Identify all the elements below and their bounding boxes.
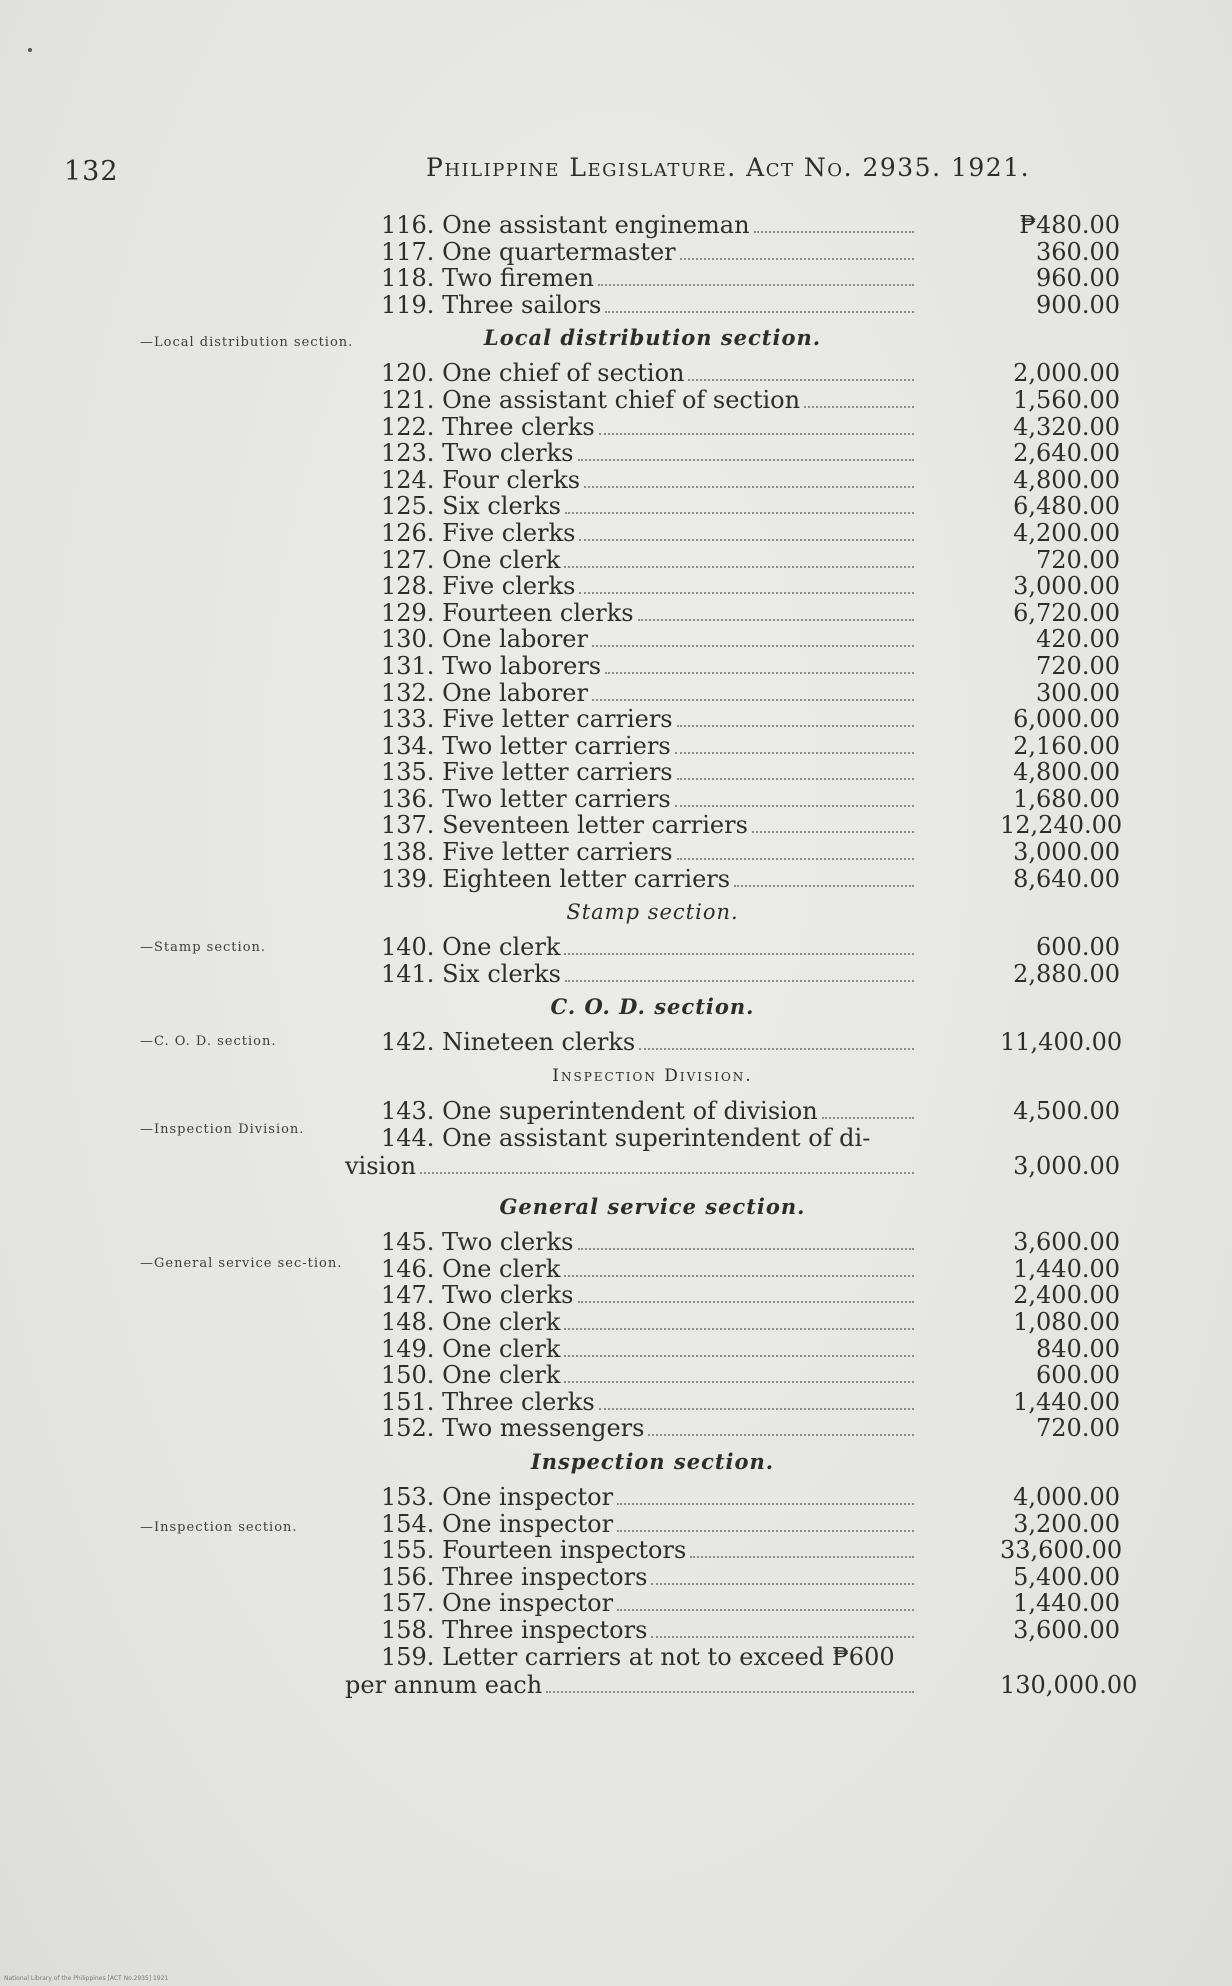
dot-leader bbox=[564, 1380, 914, 1383]
line-item-label: 126. Five clerks bbox=[381, 518, 576, 547]
dot-leader bbox=[599, 432, 914, 435]
line-item-label: 117. One quartermaster bbox=[381, 237, 676, 266]
sidenote-inspection-division: —Inspection Division. bbox=[140, 1122, 305, 1137]
line-item-amount: 720.00 bbox=[1036, 545, 1120, 574]
line-item-amount: 2,000.00 bbox=[1013, 359, 1120, 388]
line-item bbox=[345, 680, 1120, 707]
line-item bbox=[345, 493, 1120, 520]
line-item-label: 140. One clerk bbox=[381, 933, 561, 962]
line-item bbox=[345, 467, 1120, 494]
line-item-label: 153. One inspector bbox=[381, 1482, 614, 1511]
line-item-amount: 4,800.00 bbox=[1013, 758, 1120, 787]
line-item-label: 147. Two clerks bbox=[381, 1281, 574, 1310]
line-item bbox=[345, 292, 1120, 319]
dot-leader bbox=[688, 378, 914, 381]
dot-leader bbox=[680, 257, 914, 260]
section-heading: Inspection Division. bbox=[552, 1066, 753, 1087]
line-item bbox=[345, 212, 1120, 239]
line-item-label: 130. One laborer bbox=[381, 625, 588, 654]
dot-leader bbox=[804, 405, 914, 408]
dot-leader bbox=[675, 751, 914, 754]
line-item-label: 137. Seventeen letter carriers bbox=[381, 811, 748, 840]
line-item bbox=[345, 866, 1120, 893]
dot-leader bbox=[675, 804, 914, 807]
dot-leader bbox=[822, 1116, 914, 1119]
line-item-label: 119. Three sailors bbox=[381, 290, 602, 319]
line-item bbox=[345, 547, 1120, 574]
line-item-label: 118. Two firemen bbox=[381, 264, 594, 293]
line-item bbox=[345, 1484, 1120, 1511]
line-item-label: 136. Two letter carriers bbox=[381, 784, 671, 813]
line-item-amount: 3,600.00 bbox=[1013, 1228, 1120, 1257]
wrapped-line-item-first: 144. One assistant superintendent of di- bbox=[381, 1123, 871, 1152]
line-item-label: 154. One inspector bbox=[381, 1509, 614, 1538]
line-item bbox=[345, 1362, 1120, 1389]
line-item bbox=[345, 1617, 1120, 1644]
dot-leader bbox=[617, 1608, 914, 1611]
line-item-amount: 600.00 bbox=[1036, 933, 1120, 962]
line-item-label: 131. Two laborers bbox=[381, 651, 602, 680]
section-heading: Stamp section. bbox=[566, 900, 739, 925]
section-heading: C. O. D. section. bbox=[550, 994, 755, 1020]
line-item-label: 125. Six clerks bbox=[381, 492, 561, 521]
section-heading: Local distribution section. bbox=[483, 325, 822, 351]
line-item-amount: 3,000.00 bbox=[1013, 1152, 1120, 1181]
line-item bbox=[345, 360, 1120, 387]
dot-leader bbox=[734, 884, 914, 887]
line-item-label: 157. One inspector bbox=[381, 1589, 614, 1618]
line-item-label: 121. One assistant chief of section bbox=[381, 385, 801, 414]
line-item bbox=[345, 653, 1120, 680]
line-item-amount: 300.00 bbox=[1036, 678, 1120, 707]
line-item-label: 158. Three inspectors bbox=[381, 1615, 648, 1644]
dot-leader bbox=[690, 1555, 914, 1558]
dot-leader bbox=[592, 698, 914, 701]
line-item-label: 151. Three clerks bbox=[381, 1387, 595, 1416]
dot-leader bbox=[605, 310, 914, 313]
line-item-amount: 1,440.00 bbox=[1013, 1589, 1120, 1618]
page-number: 132 bbox=[64, 156, 119, 187]
line-item-amount: 2,640.00 bbox=[1013, 439, 1120, 468]
line-item bbox=[345, 934, 1120, 961]
dot-leader bbox=[651, 1635, 914, 1638]
line-item bbox=[345, 1336, 1120, 1363]
dot-leader bbox=[639, 1047, 914, 1050]
line-item-amount: 4,200.00 bbox=[1013, 518, 1120, 547]
section-group bbox=[345, 892, 1120, 987]
line-item bbox=[345, 1511, 1120, 1538]
line-item bbox=[345, 1389, 1120, 1416]
line-item-amount: ₱480.00 bbox=[1019, 211, 1120, 239]
line-item-amount: 960.00 bbox=[1036, 264, 1120, 293]
line-item bbox=[345, 573, 1120, 600]
wrapped-line-item-continuation: vision bbox=[345, 1152, 417, 1181]
footer-credit: National Library of the Philippines [ACT No.2935] 1921 bbox=[4, 1975, 169, 1982]
wrapped-line-item-continuation: per annum each bbox=[345, 1671, 543, 1700]
dot-leader bbox=[617, 1502, 914, 1505]
line-item bbox=[345, 1028, 1123, 1057]
line-item-amount: 4,500.00 bbox=[1013, 1097, 1120, 1126]
running-head: Philippine Legislature. Act No. 2935. 1921. bbox=[426, 153, 1031, 182]
dot-leader bbox=[564, 1327, 914, 1330]
line-item-label: 146. One clerk bbox=[381, 1254, 561, 1283]
line-item bbox=[345, 706, 1120, 733]
line-item-label: 152. Two messengers bbox=[381, 1414, 645, 1443]
line-item-label: 129. Fourteen clerks bbox=[381, 598, 634, 627]
line-item-amount: 5,400.00 bbox=[1013, 1562, 1120, 1591]
line-item bbox=[345, 1536, 1123, 1565]
dot-leader bbox=[754, 230, 914, 233]
dot-leader bbox=[598, 283, 914, 286]
dot-leader bbox=[648, 1433, 914, 1436]
line-item-label: 142. Nineteen clerks bbox=[381, 1028, 636, 1057]
line-item-label: 156. Three inspectors bbox=[381, 1562, 648, 1591]
dot-leader bbox=[617, 1529, 914, 1532]
line-item bbox=[345, 759, 1120, 786]
line-item-amount: 6,480.00 bbox=[1013, 492, 1120, 521]
section-group bbox=[345, 318, 1123, 893]
dot-leader bbox=[564, 1274, 914, 1277]
line-item-label: 150. One clerk bbox=[381, 1361, 561, 1390]
dot-leader bbox=[565, 979, 914, 982]
line-item bbox=[345, 440, 1120, 467]
line-item-amount: 720.00 bbox=[1036, 651, 1120, 680]
line-item bbox=[345, 239, 1120, 266]
dot-leader bbox=[578, 1300, 915, 1303]
line-item-amount: 6,000.00 bbox=[1013, 705, 1120, 734]
line-item-amount: 4,320.00 bbox=[1013, 412, 1120, 441]
line-item-label: 133. Five letter carriers bbox=[381, 705, 673, 734]
line-item-amount: 8,640.00 bbox=[1013, 864, 1120, 893]
line-item-label: 123. Two clerks bbox=[381, 439, 574, 468]
section-group bbox=[345, 212, 1120, 318]
line-item-amount: 130,000.00 bbox=[1000, 1671, 1138, 1700]
section-heading: General service section. bbox=[499, 1194, 806, 1220]
line-item-amount: 2,400.00 bbox=[1013, 1281, 1120, 1310]
line-item bbox=[345, 1098, 1120, 1125]
dot-leader bbox=[599, 1407, 914, 1410]
sidenote-cod: —C. O. D. section. bbox=[140, 1034, 277, 1049]
line-item bbox=[345, 265, 1120, 292]
line-item-amount: 900.00 bbox=[1036, 290, 1120, 319]
line-item-amount: 2,160.00 bbox=[1013, 731, 1120, 760]
line-item-label: 145. Two clerks bbox=[381, 1228, 574, 1257]
line-item-label: 138. Five letter carriers bbox=[381, 838, 673, 867]
line-item bbox=[345, 520, 1120, 547]
line-item bbox=[345, 1282, 1120, 1309]
line-item-amount: 1,440.00 bbox=[1013, 1254, 1120, 1283]
line-item-amount: 33,600.00 bbox=[1000, 1536, 1123, 1565]
line-item-amount: 2,880.00 bbox=[1013, 959, 1120, 988]
section-group bbox=[345, 987, 1123, 1057]
sidenote-local-distribution: —Local distribution section. bbox=[140, 335, 354, 350]
section-group bbox=[345, 1442, 1138, 1700]
line-item bbox=[345, 387, 1120, 414]
wrapped-line-item-first: 159. Letter carriers at not to exceed ₱600 bbox=[381, 1642, 895, 1671]
line-item bbox=[345, 1309, 1120, 1336]
line-item-label: 149. One clerk bbox=[381, 1334, 561, 1363]
dot-leader bbox=[605, 671, 914, 674]
dot-leader bbox=[677, 724, 914, 727]
sidenote-stamp: —Stamp section. bbox=[140, 940, 267, 955]
dot-leader bbox=[584, 485, 914, 488]
dot-leader bbox=[752, 830, 914, 833]
line-item-amount: 3,200.00 bbox=[1013, 1509, 1120, 1538]
line-item bbox=[345, 839, 1120, 866]
line-item-amount: 600.00 bbox=[1036, 1361, 1120, 1390]
section-heading: Inspection section. bbox=[530, 1448, 775, 1474]
line-item-label: 148. One clerk bbox=[381, 1308, 561, 1336]
line-item-amount: 3,000.00 bbox=[1013, 572, 1120, 601]
line-item bbox=[345, 600, 1120, 627]
line-item-amount: 12,240.00 bbox=[1000, 811, 1123, 840]
scan-speck bbox=[28, 48, 32, 52]
line-item-amount: 420.00 bbox=[1036, 625, 1120, 654]
line-item bbox=[345, 786, 1120, 813]
dot-leader bbox=[565, 511, 914, 514]
line-item bbox=[345, 733, 1120, 760]
line-item-amount: 6,720.00 bbox=[1013, 598, 1120, 627]
line-item-label: 139. Eighteen letter carriers bbox=[381, 864, 731, 893]
dot-leader bbox=[579, 538, 914, 541]
line-item-label: 132. One laborer bbox=[381, 678, 588, 707]
line-item-label: 155. Fourteen inspectors bbox=[381, 1536, 687, 1565]
line-item bbox=[345, 1415, 1120, 1442]
line-item-label: 134. Two letter carriers bbox=[381, 731, 671, 760]
dot-leader bbox=[651, 1582, 914, 1585]
dot-leader bbox=[677, 857, 914, 860]
line-item-amount: 360.00 bbox=[1036, 237, 1120, 266]
line-item-amount: 840.00 bbox=[1036, 1334, 1120, 1363]
line-item bbox=[345, 414, 1120, 441]
line-item-amount: 3,600.00 bbox=[1013, 1615, 1120, 1644]
line-item-label: 116. One assistant engineman bbox=[381, 211, 750, 239]
line-item-amount: 1,560.00 bbox=[1013, 385, 1120, 414]
line-item bbox=[345, 811, 1123, 840]
dot-leader bbox=[564, 952, 914, 955]
line-item-label: 143. One superintendent of division bbox=[381, 1097, 818, 1126]
line-item-amount: 720.00 bbox=[1036, 1414, 1120, 1443]
line-item-amount: 4,000.00 bbox=[1013, 1482, 1120, 1511]
appropriation-entries bbox=[345, 211, 1138, 1706]
sidenote-general-service: —General service sec-tion. bbox=[140, 1256, 343, 1271]
line-item-label: 141. Six clerks bbox=[381, 959, 561, 988]
dot-leader bbox=[677, 777, 914, 780]
line-item-amount: 1,080.00 bbox=[1013, 1308, 1120, 1336]
line-item-label: 122. Three clerks bbox=[381, 412, 595, 441]
section-group bbox=[345, 1187, 1120, 1442]
line-item bbox=[345, 1256, 1120, 1283]
dot-leader bbox=[578, 458, 915, 461]
line-item-amount: 1,440.00 bbox=[1013, 1387, 1120, 1416]
wrapped-line-item bbox=[345, 1642, 1138, 1701]
line-item bbox=[345, 626, 1120, 653]
line-item-label: 124. Four clerks bbox=[381, 465, 581, 494]
line-item-label: 135. Five letter carriers bbox=[381, 758, 673, 787]
dot-leader bbox=[579, 591, 914, 594]
dot-leader bbox=[638, 618, 914, 621]
line-item-label: 128. Five clerks bbox=[381, 572, 576, 601]
dot-leader bbox=[546, 1690, 914, 1693]
dot-leader bbox=[564, 565, 914, 568]
line-item-label: 127. One clerk bbox=[381, 545, 561, 574]
dot-leader bbox=[592, 644, 914, 647]
line-item bbox=[345, 1590, 1120, 1617]
line-item-amount: 3,000.00 bbox=[1013, 838, 1120, 867]
sidenote-inspection-section: —Inspection section. bbox=[140, 1520, 298, 1535]
line-item-amount: 4,800.00 bbox=[1013, 465, 1120, 494]
dot-leader bbox=[420, 1171, 914, 1174]
line-item-amount: 11,400.00 bbox=[1000, 1028, 1123, 1057]
line-item-label: 120. One chief of section bbox=[381, 359, 685, 388]
dot-leader bbox=[578, 1247, 915, 1250]
wrapped-line-item bbox=[345, 1125, 1120, 1182]
dot-leader bbox=[564, 1354, 914, 1357]
section-group bbox=[345, 1056, 1120, 1181]
line-item bbox=[345, 961, 1120, 988]
line-item bbox=[345, 1564, 1120, 1591]
line-item-amount: 1,680.00 bbox=[1013, 784, 1120, 813]
line-item bbox=[345, 1229, 1120, 1256]
